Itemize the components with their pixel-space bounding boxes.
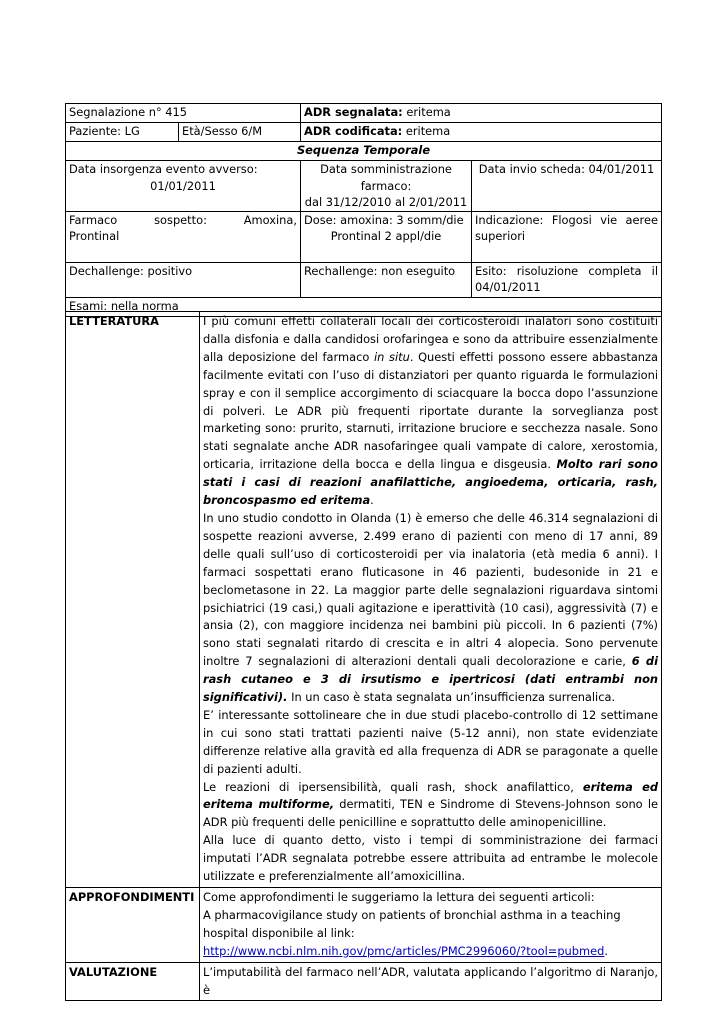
indication	[472, 211, 662, 262]
further-reading-link-line	[203, 943, 658, 961]
indication-line2: superiori	[475, 229, 526, 243]
suspected-drug-line1: Farmaco sospetto: Amoxina,	[69, 212, 297, 227]
link-period: .	[604, 943, 608, 958]
age-sex: Età/Sesso 6/M	[179, 123, 301, 142]
literature-paragraph-2	[203, 510, 658, 707]
submission-date: Data invio scheda: 04/01/2011	[472, 161, 662, 212]
suspected-drug	[66, 211, 301, 262]
literature-p1-text: I più comuni effetti collaterali locali dei corticosteroidi inalatori sono costituiti dalla disfonia e dalla candidosi orofaringea e sono da attribuire essenzialmente alla deposizione del farmaco	[203, 314, 658, 364]
literature-p1-text-2: . Questi effetti possono essere abbastanza facilmente evitati con l’uso di distanziatori per quanto riguarda le formulazioni spray e con il semplice accorgimento di sciacquare la bocca dopo l’assunzione di polveri. Le ADR più frequenti riportate durante la sorveglianza post marketing sono: prurito, starnuti, irritazione bruciore e secchezza nasale. Sono stati segnalate anche ADR nasofaringee quali vampate di calore, xerostomia, orticaria, irritazione della bocca e della lingua e disgeusia.	[203, 349, 658, 472]
literature-p1-italic: in situ	[373, 349, 410, 364]
sequence-heading: Sequenza Temporale	[66, 142, 662, 161]
further-reading-article: A pharmacovigilance study on patients of bronchial asthma in a teaching hospital disponibile al link:	[203, 907, 621, 940]
dechallenge: Dechallenge: positivo	[66, 262, 301, 297]
further-reading-label: APPROFONDIMENTI	[66, 888, 200, 963]
literature-p1-emphasis: Molto rari sono stati i casi di reazioni anafilattiche, angioedema, orticaria, rash, broncospasmo ed eritema	[203, 457, 658, 508]
literature-p4-end: dermatiti, TEN e Sindrome di Stevens-Johnson sono le ADR più frequenti delle penicilline e soprattutto delle aminopenicilline.	[203, 797, 658, 830]
literature-paragraph-3: E’ interessante sottolineare che in due studi placebo-controllo di 12 settimane in cui sono stati trattati pazienti naive (5-12 anni), non state evidenziate differenze relative alla gravità ed alla frequenza di ADR se paragonate a quelle di pazienti adulti.	[203, 707, 658, 776]
administration-date-value: dal 31/12/2010 al 2/01/2011	[304, 195, 468, 209]
administration-date-label: Data somministrazione farmaco:	[320, 162, 452, 193]
dose-line1: Dose: amoxina: 3 somm/die	[304, 212, 464, 227]
outcome-line1: Esito: risoluzione completa il	[475, 263, 658, 278]
adr-segnalata-label: ADR segnalata:	[304, 105, 403, 119]
adr-segnalata	[301, 104, 662, 123]
literature-paragraph-4	[203, 779, 658, 833]
article-link[interactable]: http://www.ncbi.nlm.nih.gov/pmc/articles/PMC2996060/?tool=pubmed	[203, 943, 605, 958]
rechallenge: Rechallenge: non eseguito	[301, 262, 472, 297]
administration-date	[301, 161, 472, 212]
adr-codificata-label: ADR codificata:	[304, 124, 403, 138]
outcome	[472, 262, 662, 297]
literature-p2-end: In un caso è stata segnalata un’insufficienza surrenalica.	[287, 690, 616, 705]
literature-p1-end: .	[370, 493, 374, 508]
further-reading-text	[200, 888, 662, 963]
literature-p4-text: Le reazioni di ipersensibilità, quali rash, shock anafilattico,	[203, 779, 583, 794]
analysis-table	[65, 311, 662, 1001]
exams: Esami: nella norma	[66, 297, 662, 316]
onset-date-label: Data insorgenza evento avverso:	[69, 162, 258, 176]
onset-date-value: 01/01/2011	[150, 178, 216, 193]
indication-line1: Indicazione: Flogosi vie aeree	[475, 212, 658, 227]
dose	[301, 211, 472, 262]
adr-segnalata-value: eritema	[402, 105, 451, 119]
further-reading-intro: Come approfondimenti le suggeriamo la lettura dei seguenti articoli:	[203, 890, 595, 904]
literature-p4-emphasis: eritema ed eritema multiforme,	[203, 779, 658, 812]
outcome-line2: 04/01/2011	[475, 280, 541, 294]
literature-paragraph-5: Alla luce di quanto detto, visto i tempi di somministrazione dei farmaci imputati l’ADR segnalata potrebbe essere attribuita ad entrambe le molecole utilizzate e preferenzialmente all’amoxicillina.	[203, 833, 658, 884]
report-header-table	[65, 103, 662, 317]
literature-text	[200, 312, 662, 888]
literature-p2-emphasis: 6 di rash cutaneo e 3 di irsutismo e ipertricosi (dati entrambi non significativi).	[203, 654, 658, 705]
suspected-drug-line2: Prontinal	[69, 229, 120, 243]
onset-date	[66, 161, 301, 212]
adr-codificata	[301, 123, 662, 142]
report-number: Segnalazione n° 415	[66, 104, 301, 123]
dose-line2: Prontinal 2 appl/die	[330, 229, 442, 243]
literature-label: LETTERATURA	[66, 312, 200, 888]
literature-paragraph-1	[203, 313, 658, 510]
adr-codificata-value: eritema	[402, 124, 451, 138]
patient-id: Paziente: LG	[66, 123, 179, 142]
literature-p2-text: In uno studio condotto in Olanda (1) è emerso che delle 46.314 segnalazioni di sospette reazioni avverse, 2.499 erano di pazienti con meno di 17 anni, 89 delle quali sull’uso di corticosteroidi per via inalatoria (età media 6 anni). I farmaci sospettati erano fluticasone in 46 pazienti, budesonide in 21 e beclometasone in 22. La maggior parte delle segnalazioni riguardava sintomi psichiatrici (19 casi,) quali agitazione e iperattività (10 casi), aggressività (7) e ansia (2), con maggiore incidenza nei bambini più piccoli. In 6 pazienti (7%) sono stati segnalati ritardo di crescita e in altri 4 alopecia. Sono pervenute inoltre 7 segnalazioni di alterazioni dentali quali decolorazione e carie,	[203, 510, 658, 669]
evaluation-label: VALUTAZIONE	[66, 962, 200, 1001]
evaluation-text: L’imputabilità del farmaco nell’ADR, valutata applicando l’algoritmo di Naranjo, è	[200, 962, 662, 1001]
